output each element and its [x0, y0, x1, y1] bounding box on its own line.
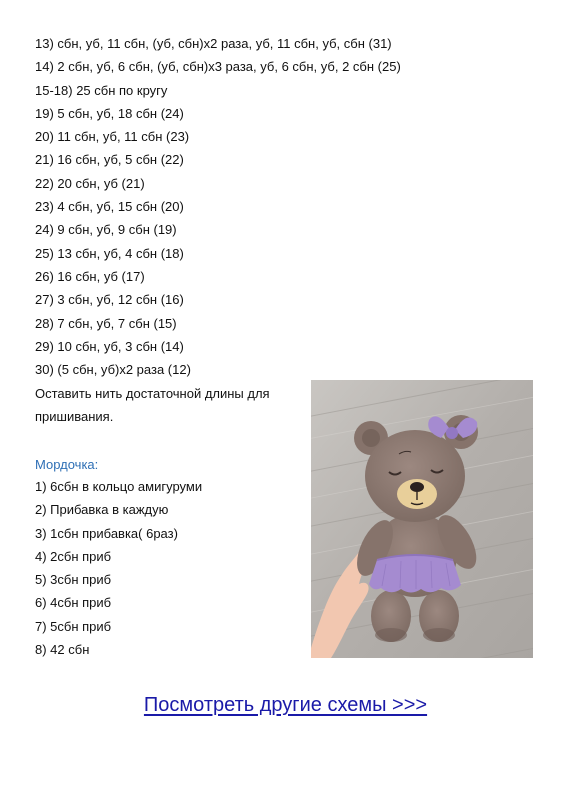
pattern-row: 19) 5 сбн, уб, 18 сбн (24) [35, 105, 184, 121]
pattern-row: 25) 13 сбн, уб, 4 сбн (18) [35, 245, 184, 261]
muzzle-rows [35, 475, 305, 661]
pattern-row: 21) 16 сбн, уб, 5 сбн (22) [35, 152, 184, 168]
muzzle-row: 2) Прибавка в каждую [35, 502, 169, 518]
muzzle-row: 6) 4сбн приб [35, 595, 112, 611]
muzzle-row: 4) 2сбн приб [35, 548, 112, 564]
pattern-row: 23) 4 сбн, уб, 15 сбн (20) [35, 199, 184, 215]
muzzle-row: 3) 1сбн прибавка( 6раз) [35, 525, 178, 541]
muzzle-row: 1) 6сбн в кольцо амигуруми [35, 479, 203, 494]
muzzle-row: 5) 3сбн приб [35, 572, 112, 588]
pattern-rows [35, 32, 435, 381]
pattern-row: 26) 16 сбн, уб (17) [35, 268, 145, 284]
muzzle-row: 8) 42 сбн [35, 642, 90, 658]
pattern-row: 24) 9 сбн, уб, 9 сбн (19) [35, 222, 177, 238]
pattern-row: 28) 7 сбн, уб, 7 сбн (15) [35, 315, 177, 331]
pattern-row: 30) (5 сбн, уб)х2 раза (12) [35, 362, 191, 378]
muzzle-section-title: Мордочка: [35, 457, 99, 472]
finishing-note: Оставить нить достаточной длины для пришивания. [35, 386, 270, 424]
pattern-row: 29) 10 сбн, уб, 3 сбн (14) [35, 338, 184, 354]
pattern-row: 20) 11 сбн, уб, 11 сбн (23) [35, 129, 190, 145]
pattern-row: 14) 2 сбн, уб, 6 сбн, (уб, сбн)х3 раза, уб, 6 сбн, уб, 2 сбн (25) [35, 59, 401, 75]
pattern-row: 22) 20 сбн, уб (21) [35, 175, 145, 191]
muzzle-row: 7) 5сбн приб [35, 618, 112, 634]
pattern-row: 27) 3 сбн, уб, 12 сбн (16) [35, 292, 184, 308]
pattern-row: 13) сбн, уб, 11 сбн, (уб, сбн)х2 раза, уб, 11 сбн, уб, сбн (31) [35, 36, 392, 51]
pattern-row: 15-18) 25 сбн по кругу [35, 82, 168, 98]
more-patterns-link[interactable]: Посмотреть другие схемы >>> [143, 694, 428, 716]
bear-toy-photo [311, 380, 533, 658]
